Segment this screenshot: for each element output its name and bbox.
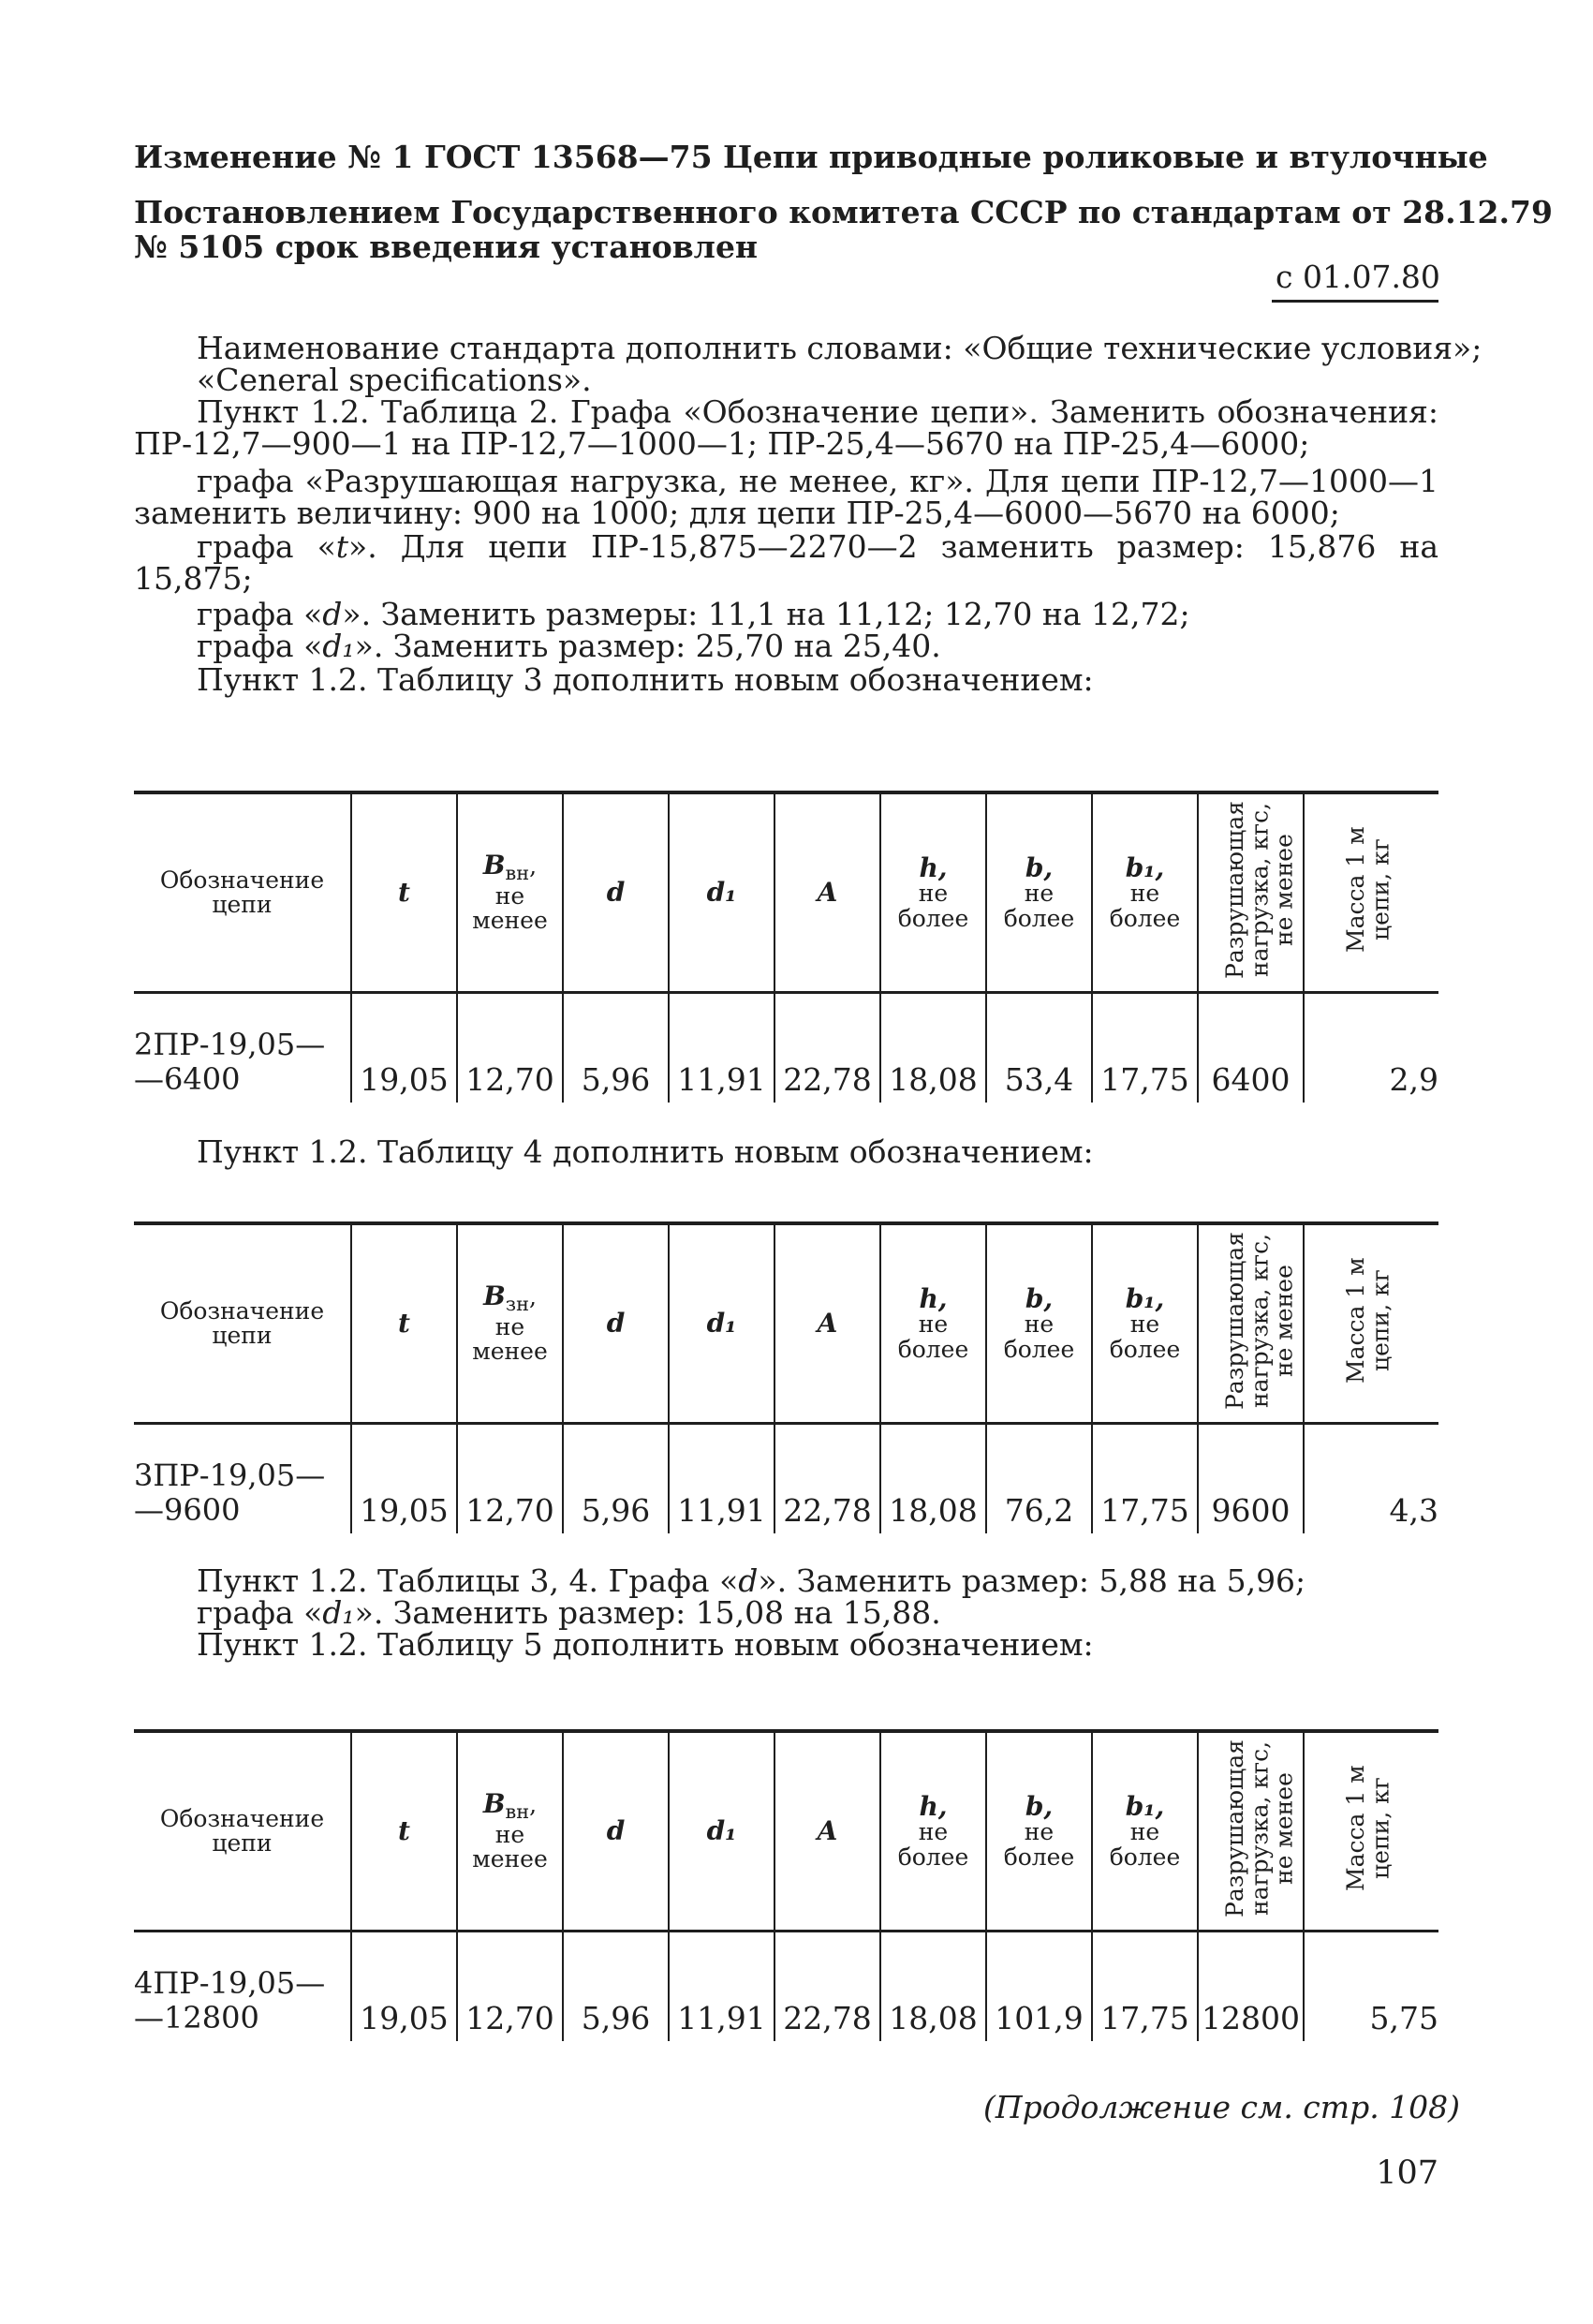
resolution-number: № 5105 срок введения установлен	[134, 229, 759, 265]
table-row	[134, 1424, 1438, 1534]
cell-h: 18,08	[880, 1932, 986, 2042]
cell-a: 22,78	[774, 1424, 880, 1534]
paragraph-1b: «Ceneral specifications».	[197, 362, 592, 398]
header-designation: Обозначение цепи	[134, 792, 351, 993]
header-d: d	[563, 792, 669, 993]
header-a: A	[774, 792, 880, 993]
paragraph-4b: 15,875;	[134, 560, 253, 597]
header-b1: b₁, не более	[1092, 1223, 1198, 1424]
cell-designation: 4ПР-19,05— —12800	[134, 1965, 326, 2036]
paragraph-8: Пункт 1.2. Таблицу 4 дополнить новым обозначением:	[197, 1133, 1094, 1170]
cell-load: 6400	[1198, 993, 1304, 1103]
paragraph-4a: графа «t». Для цепи ПР-15,875—2270—2 заменить размер: 15,876 на	[197, 528, 1438, 565]
cell-designation: 2ПР-19,05— —6400	[134, 1027, 326, 1098]
cell-load: 9600	[1198, 1424, 1304, 1534]
cell-mass: 5,75	[1304, 1932, 1438, 2042]
effective-date: с 01.07.80	[1276, 259, 1440, 295]
cell-b1: 17,75	[1092, 1932, 1198, 2042]
header-b1: b₁, не более	[1092, 1731, 1198, 1932]
header-d1: d₁	[669, 792, 774, 993]
header-load: Разрушающая нагрузка, кгс, не менее	[1198, 1731, 1304, 1932]
cell-d1: 11,91	[669, 1424, 774, 1534]
cell-bvn: 12,70	[457, 993, 563, 1103]
cell-bvn: 12,70	[457, 1932, 563, 2042]
header-d: d	[563, 1223, 669, 1424]
header-t: t	[351, 1223, 457, 1424]
cell-h: 18,08	[880, 1424, 986, 1534]
header-b1: b₁, не более	[1092, 792, 1198, 993]
paragraph-6: графа «d₁». Заменить размер: 25,70 на 25,40.	[197, 628, 941, 664]
header-load: Разрушающая нагрузка, кгс, не менее	[1198, 1223, 1304, 1424]
header-bvn: $B_{вн}$, не менее	[457, 1731, 563, 1932]
header-a: A	[774, 1223, 880, 1424]
cell-t: 19,05	[351, 1932, 457, 2042]
header-t: t	[351, 792, 457, 993]
cell-t: 19,05	[351, 1424, 457, 1534]
cell-load: 12800	[1198, 1932, 1304, 2042]
header-h: h, не более	[880, 1223, 986, 1424]
cell-d1: 11,91	[669, 1932, 774, 2042]
resolution-line: Постановлением Государственного комитета СССР по стандартам от 28.12.79	[134, 194, 1553, 230]
header-bvn: $B_{вн}$, не менее	[457, 792, 563, 993]
paragraph-2a: Пункт 1.2. Таблица 2. Графа «Обозначение цепи». Заменить обозначения:	[197, 393, 1438, 430]
paragraph-2b: ПР-12,7—900—1 на ПР-12,7—1000—1; ПР-25,4—5670 на ПР-25,4—6000;	[134, 425, 1310, 462]
cell-mass: 2,9	[1304, 993, 1438, 1103]
page-number: 107	[1376, 2154, 1438, 2192]
cell-bvn: 12,70	[457, 1424, 563, 1534]
cell-a: 22,78	[774, 1932, 880, 2042]
header-designation: Обозначение цепи	[134, 1731, 351, 1932]
paragraph-9: Пункт 1.2. Таблицы 3, 4. Графа «d». Заменить размер: 5,88 на 5,96;	[197, 1562, 1306, 1599]
header-b: b, не более	[986, 792, 1092, 993]
header-h: h, не более	[880, 1731, 986, 1932]
chain-table-4	[134, 1221, 1438, 1533]
table-row	[134, 1932, 1438, 2042]
paragraph-5: графа «d». Заменить размеры: 11,1 на 11,12; 12,70 на 12,72;	[197, 596, 1190, 632]
header-mass: Масса 1 м цепи, кг	[1304, 1731, 1438, 1932]
header-d: d	[563, 1731, 669, 1932]
cell-t: 19,05	[351, 993, 457, 1103]
cell-mass: 4,3	[1304, 1424, 1438, 1534]
header-d1: d₁	[669, 1223, 774, 1424]
header-load: Разрушающая нагрузка, кгс, не менее	[1198, 792, 1304, 993]
cell-a: 22,78	[774, 993, 880, 1103]
cell-b1: 17,75	[1092, 1424, 1198, 1534]
chain-table-3	[134, 791, 1438, 1103]
cell-b: 53,4	[986, 993, 1092, 1103]
header-mass: Масса 1 м цепи, кг	[1304, 792, 1438, 993]
cell-b: 101,9	[986, 1932, 1092, 2042]
chain-table-5	[134, 1729, 1438, 2041]
header-h: h, не более	[880, 792, 986, 993]
paragraph-3a: графа «Разрушающая нагрузка, не менее, кг». Для цепи ПР-12,7—1000—1	[197, 463, 1438, 499]
header-b: b, не более	[986, 1223, 1092, 1424]
cell-d: 5,96	[563, 1424, 669, 1534]
paragraph-1a: Наименование стандарта дополнить словами: «Общие технические условия»;	[197, 330, 1482, 366]
cell-h: 18,08	[880, 993, 986, 1103]
header-a: A	[774, 1731, 880, 1932]
date-underline	[1272, 300, 1438, 303]
paragraph-10: графа «d₁». Заменить размер: 15,08 на 15,88.	[197, 1594, 941, 1631]
cell-d: 5,96	[563, 993, 669, 1103]
header-b: b, не более	[986, 1731, 1092, 1932]
continuation-note: (Продолжение см. стр. 108)	[983, 2089, 1461, 2125]
header-mass: Масса 1 м цепи, кг	[1304, 1223, 1438, 1424]
table-row	[134, 993, 1438, 1103]
paragraph-3b: заменить величину: 900 на 1000; для цепи ПР-25,4—6000—5670 на 6000;	[134, 495, 1340, 531]
paragraph-7: Пункт 1.2. Таблицу 3 дополнить новым обозначением:	[197, 661, 1094, 698]
paragraph-11: Пункт 1.2. Таблицу 5 дополнить новым обозначением:	[197, 1626, 1094, 1663]
cell-designation: 3ПР-19,05— —9600	[134, 1458, 326, 1529]
cell-d: 5,96	[563, 1932, 669, 2042]
header-bvn: $B_{зн}$, не менее	[457, 1223, 563, 1424]
cell-d1: 11,91	[669, 993, 774, 1103]
cell-b1: 17,75	[1092, 993, 1198, 1103]
header-designation: Обозначение цепи	[134, 1223, 351, 1424]
amendment-title: Изменение № 1 ГОСТ 13568—75 Цепи приводные роликовые и втулочные	[134, 139, 1488, 175]
cell-b: 76,2	[986, 1424, 1092, 1534]
header-d1: d₁	[669, 1731, 774, 1932]
header-t: t	[351, 1731, 457, 1932]
